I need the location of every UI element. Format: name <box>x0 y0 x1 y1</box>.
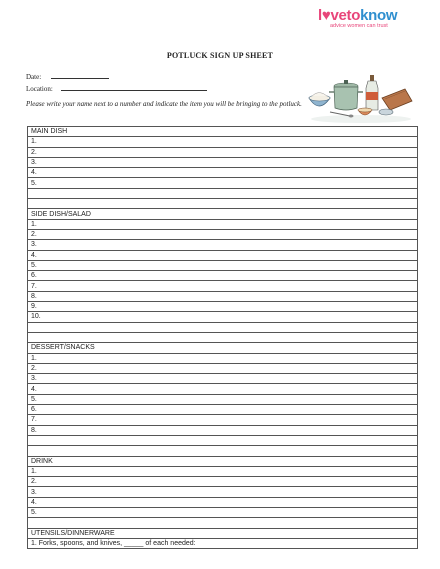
blank-row <box>28 446 418 456</box>
signup-row <box>28 487 418 497</box>
potluck-cookware-illustration <box>306 72 416 124</box>
blank-cell <box>28 518 418 528</box>
signup-entry-cell[interactable]: 7. <box>28 281 418 291</box>
signup-row <box>28 466 418 476</box>
blank-row <box>28 435 418 445</box>
signup-row <box>28 353 418 363</box>
signup-entry-cell[interactable]: 4. <box>28 168 418 178</box>
signup-row <box>28 405 418 415</box>
signup-row <box>28 312 418 322</box>
blank-cell <box>28 188 418 198</box>
blank-cell <box>28 322 418 332</box>
signup-entry-cell[interactable]: 1. Forks, spoons, and knives, _____ of each needed: <box>28 538 418 548</box>
section-heading-row <box>28 528 418 538</box>
section-heading: DESSERT/SNACKS <box>28 343 418 353</box>
signup-entry-cell[interactable]: 3. <box>28 240 418 250</box>
logo-tagline: advice women can trust <box>330 23 388 29</box>
signup-row <box>28 168 418 178</box>
signup-entry-cell[interactable]: 9. <box>28 302 418 312</box>
signup-row <box>28 425 418 435</box>
section-heading: DRINK <box>28 456 418 466</box>
signup-entry-cell[interactable]: 2. <box>28 229 418 239</box>
blank-row <box>28 322 418 332</box>
blank-row <box>28 188 418 198</box>
signup-entry-cell[interactable]: 1. <box>28 466 418 476</box>
blank-cell <box>28 446 418 456</box>
location-field <box>26 83 207 93</box>
section-heading-row <box>28 209 418 219</box>
signup-entry-cell[interactable]: 7. <box>28 415 418 425</box>
signup-entry-cell[interactable]: 1. <box>28 353 418 363</box>
signup-row <box>28 240 418 250</box>
signup-entry-cell[interactable]: 5. <box>28 507 418 517</box>
bowl-icon <box>309 93 330 107</box>
bottle-icon <box>366 75 378 110</box>
signup-row <box>28 538 418 548</box>
section-heading-row <box>28 127 418 137</box>
section-heading: SIDE DISH/SALAD <box>28 209 418 219</box>
signup-row <box>28 507 418 517</box>
signup-entry-cell[interactable]: 4. <box>28 384 418 394</box>
logo-text-love: l♥veto <box>318 7 361 24</box>
date-line[interactable] <box>51 71 109 79</box>
signup-entry-cell[interactable]: 3. <box>28 157 418 167</box>
signup-entry-cell[interactable]: 1. <box>28 219 418 229</box>
logo-text-know: know <box>360 7 398 24</box>
signup-row <box>28 229 418 239</box>
signup-entry-cell[interactable]: 5. <box>28 178 418 188</box>
signup-row <box>28 384 418 394</box>
signup-entry-cell[interactable]: 4. <box>28 497 418 507</box>
dish-icon <box>379 109 393 115</box>
cutting-board-icon <box>382 89 412 110</box>
signup-entry-cell[interactable]: 10. <box>28 312 418 322</box>
signup-row <box>28 302 418 312</box>
signup-row <box>28 157 418 167</box>
signup-row <box>28 394 418 404</box>
small-bowl-icon <box>358 108 372 115</box>
signup-entry-cell[interactable]: 4. <box>28 250 418 260</box>
signup-row <box>28 260 418 270</box>
signup-entry-cell[interactable]: 8. <box>28 425 418 435</box>
blank-row <box>28 332 418 342</box>
blank-cell <box>28 199 418 209</box>
signup-row <box>28 363 418 373</box>
signup-entry-cell[interactable]: 2. <box>28 147 418 157</box>
signup-entry-cell[interactable]: 5. <box>28 260 418 270</box>
blank-cell <box>28 435 418 445</box>
signup-row <box>28 415 418 425</box>
signup-row <box>28 374 418 384</box>
signup-row <box>28 250 418 260</box>
pot-icon <box>329 80 363 110</box>
signup-entry-cell[interactable]: 5. <box>28 394 418 404</box>
blank-row <box>28 199 418 209</box>
signup-entry-cell[interactable]: 6. <box>28 271 418 281</box>
signup-entry-cell[interactable]: 8. <box>28 291 418 301</box>
signup-table <box>27 126 418 549</box>
signup-row <box>28 219 418 229</box>
signup-row <box>28 178 418 188</box>
signup-entry-cell[interactable]: 2. <box>28 477 418 487</box>
blank-cell <box>28 332 418 342</box>
location-label: Location: <box>26 85 53 93</box>
section-heading: UTENSILS/DINNERWARE <box>28 528 418 538</box>
signup-row <box>28 477 418 487</box>
signup-entry-cell[interactable]: 1. <box>28 137 418 147</box>
blank-row <box>28 518 418 528</box>
date-label: Date: <box>26 73 42 81</box>
signup-row <box>28 271 418 281</box>
signup-row <box>28 147 418 157</box>
location-line[interactable] <box>61 83 207 91</box>
signup-entry-cell[interactable]: 6. <box>28 405 418 415</box>
section-heading: MAIN DISH <box>28 127 418 137</box>
lovetoknow-logo <box>318 8 397 30</box>
signup-row <box>28 137 418 147</box>
signup-row <box>28 291 418 301</box>
signup-entry-cell[interactable]: 3. <box>28 487 418 497</box>
signup-entry-cell[interactable]: 3. <box>28 374 418 384</box>
section-heading-row <box>28 343 418 353</box>
signup-row <box>28 497 418 507</box>
section-heading-row <box>28 456 418 466</box>
signup-entry-cell[interactable]: 2. <box>28 363 418 373</box>
instructions-text: Please write your name next to a number and indicate the item you will be bringing to the potluck. <box>26 100 302 108</box>
date-field <box>26 71 109 81</box>
page-title: POTLUCK SIGN UP SHEET <box>166 51 274 60</box>
signup-row <box>28 281 418 291</box>
